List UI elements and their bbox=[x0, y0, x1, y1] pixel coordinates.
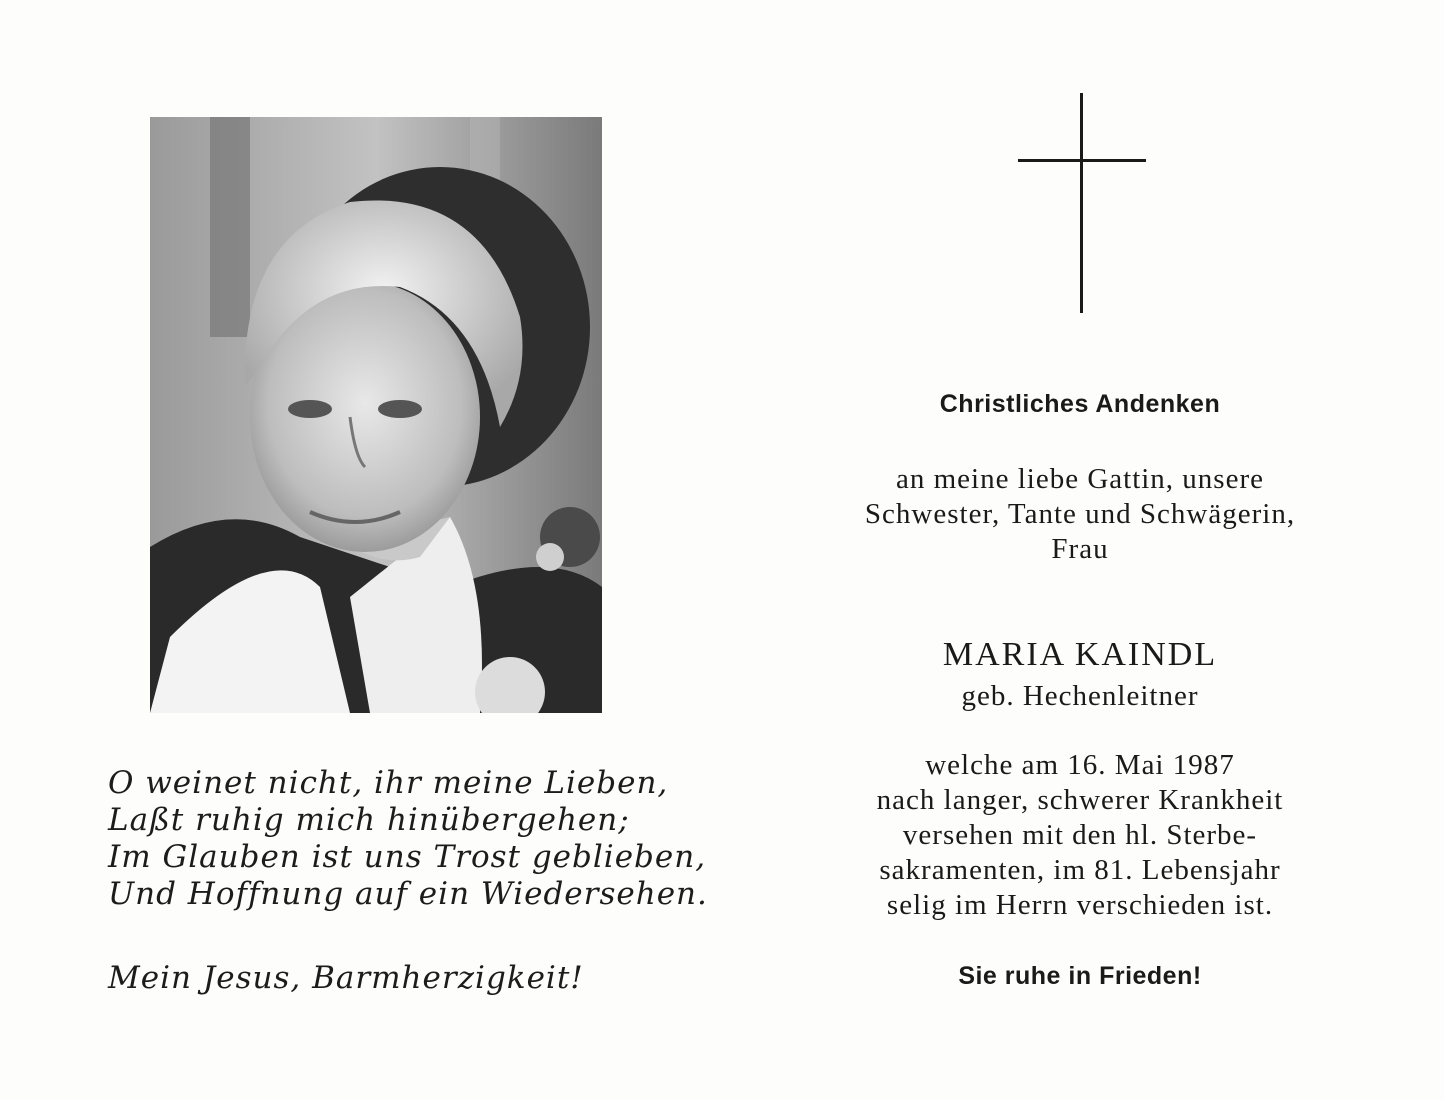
death-notice bbox=[800, 748, 1360, 923]
cross-horizontal-bar bbox=[1018, 159, 1146, 162]
poem bbox=[108, 765, 708, 913]
dedication-line: an meine liebe Gattin, unsere bbox=[895, 463, 1264, 495]
death-notice-line: welche am 16. Mai 1987 bbox=[925, 749, 1235, 781]
dedication bbox=[800, 462, 1360, 567]
prayer-line: Mein Jesus, Barmherzigkeit! bbox=[108, 960, 584, 996]
cross-icon bbox=[1018, 93, 1146, 313]
death-notice-line: sakramenten, im 81. Lebensjahr bbox=[879, 854, 1281, 886]
death-notice-line: versehen mit den hl. Sterbe- bbox=[902, 819, 1258, 851]
poem-line: Und Hoffnung auf ein Wiedersehen. bbox=[108, 876, 708, 912]
portrait-image bbox=[150, 117, 602, 713]
closing-blessing: Sie ruhe in Frieden! bbox=[958, 962, 1202, 990]
portrait-photo bbox=[150, 117, 602, 713]
poem-line: Im Glauben ist uns Trost geblieben, bbox=[108, 839, 707, 875]
deceased-name: MARIA KAINDL bbox=[942, 636, 1218, 673]
death-notice-line: nach langer, schwerer Krankheit bbox=[876, 784, 1284, 816]
card-heading: Christliches Andenken bbox=[939, 390, 1221, 418]
dedication-line: Frau bbox=[1051, 533, 1109, 565]
cross-vertical-bar bbox=[1080, 93, 1083, 313]
death-notice-line: selig im Herrn verschieden ist. bbox=[886, 889, 1274, 921]
maiden-name: geb. Hechenleitner bbox=[961, 680, 1199, 712]
poem-line: O weinet nicht, ihr meine Lieben, bbox=[108, 765, 669, 801]
poem-line: Laßt ruhig mich hinübergehen; bbox=[108, 802, 630, 838]
dedication-line: Schwester, Tante und Schwägerin, bbox=[864, 498, 1296, 530]
